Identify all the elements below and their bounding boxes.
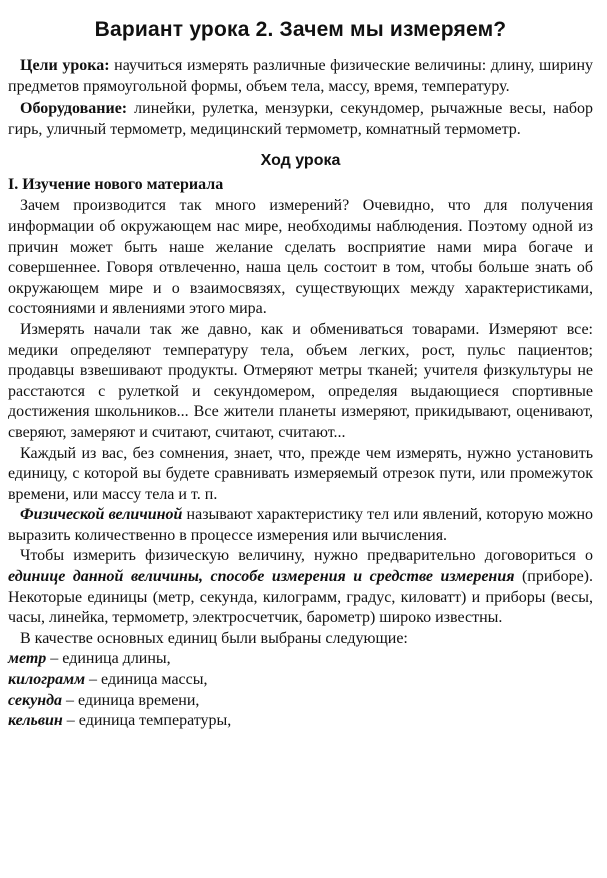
equipment-text: линейки, рулетка, мензурки, секундомер, рычажные весы, набор гирь, уличный термометр, медицинский термометр, комнатный термометр. <box>8 100 593 138</box>
unit-term: секунда <box>8 691 63 709</box>
unit-desc: – единица времени, <box>62 691 200 709</box>
list-item <box>8 691 593 712</box>
unit-term: метр <box>8 650 47 668</box>
body-paragraph-1: Зачем производится так много измерений? Очевидно, что для получения информации об окружающем нас мире, необходимы наблюдения. Поэтому одной из причин может быть наше желание сделать восприятие нами мира богаче и совершеннее. Говоря отвлеченно, наша цель состоит в том, чтобы больше знать об окружающем мире и о взаимосвязях, существующих между характеристиками, состояниями и явлениями этого мира. <box>8 197 593 318</box>
list-item <box>8 711 593 732</box>
unit-desc: – единица длины, <box>46 650 171 668</box>
p5-text-1: Чтобы измерить физическую величину, нужно предварительно договориться о <box>20 547 593 565</box>
body-paragraph-6: В качестве основных единиц были выбраны следующие: <box>20 629 408 647</box>
p5-emphasis: единице данной величины, способе измерения и средстве измерения <box>8 568 515 586</box>
body-paragraph-3: Каждый из вас, без сомнения, знает, что, прежде чем измерять, нужно установить единицу, с которой вы будете сравнивать измеряемый отрезок пути, или промежуток времени, или массу тела и т. п. <box>8 444 593 503</box>
page-title: Вариант урока 2. Зачем мы измеряем? <box>94 18 507 41</box>
unit-term: килограмм <box>8 671 86 689</box>
definition-text: называют характеристику тел или явлений, которую можно выразить количественно в процессе измерения или вычисления. <box>8 506 594 544</box>
definition-paragraph <box>8 505 593 546</box>
list-item <box>8 649 593 670</box>
goals-paragraph <box>8 56 593 97</box>
equipment-label: Оборудование: <box>20 100 128 118</box>
units-list <box>8 649 593 731</box>
body-paragraph-2: Измерять начали так же давно, как и обмениваться товарами. Измеряют все: медики определяют температуру тела, объем легких, рост, пульс пациентов; продавцы взвешивают продукты. Отмеряют метры тканей; учителя физкультуры не расстаются с рулеткой и секундомером, определяя выдающиеся спортивные достижения школьников... Все жители планеты измеряют, прикидывают, оценивают, сверяют, замеряют и считают, считают, считают... <box>8 320 593 441</box>
list-item <box>8 670 593 691</box>
goals-label: Цели урока: <box>20 57 110 74</box>
body-paragraph-5 <box>8 546 593 628</box>
unit-term: кельвин <box>8 712 63 730</box>
unit-desc: – единица массы, <box>85 671 208 689</box>
definition-term: Физической величиной <box>20 506 183 524</box>
section-heading: I. Изучение нового материала <box>8 176 224 194</box>
equipment-paragraph <box>8 99 593 140</box>
p5-text-2: (приборе). Некоторые единицы (метр, секунда, килограмм, градус, киловатт) и приборы (весы, часы, линейка, термометр, электросчетчик, барометр) широко известны. <box>8 568 594 627</box>
goals-text: научиться измерять различные физические величины: длину, ширину предметов прямоугольной формы, объем тела, массу, время, температуру. <box>8 57 594 95</box>
lesson-heading: Ход урока <box>260 152 341 170</box>
unit-desc: – единица температуры, <box>62 712 232 730</box>
